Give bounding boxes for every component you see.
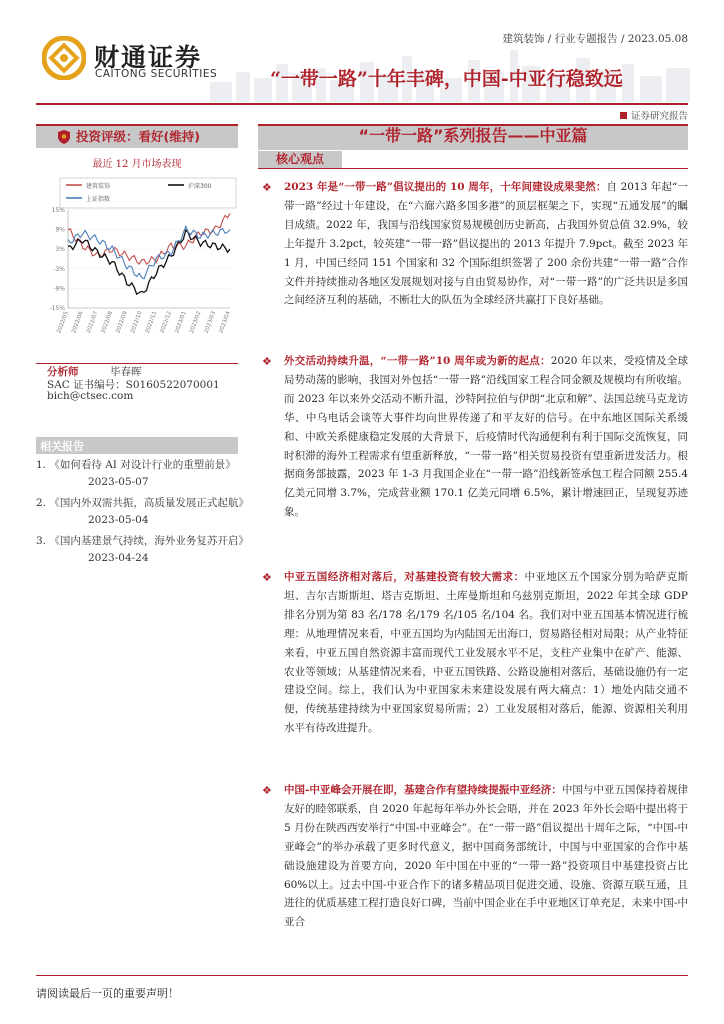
chart-x-tick-label: 2023/03 <box>203 310 218 335</box>
related-reports-title: 相关报告 <box>40 440 84 453</box>
related-report-title: 1. 《如何看待 AI 对设计行业的重塑前景》 <box>36 459 236 471</box>
logo-text-en: CAITONG SECURITIES <box>95 68 218 80</box>
report-type-label: 证券研究报告 <box>620 108 688 122</box>
related-report-date: 2023-05-07 <box>88 476 149 488</box>
chart-x-tick-label: 2022/09 <box>115 310 129 335</box>
chart-x-tick-label: 2022/12 <box>159 310 173 335</box>
diamond-bullet-icon: ❖ <box>262 571 272 584</box>
chart-x-tick-label: 2023/02 <box>188 310 203 335</box>
related-report-date: 2023-04-24 <box>88 552 149 564</box>
chart-legend-label: 沪深300 <box>188 183 212 190</box>
chart-x-tick-label: 2022/11 <box>144 310 159 335</box>
related-report-item[interactable] <box>36 495 249 529</box>
diamond-bullet-icon: ❖ <box>262 181 272 194</box>
analyst-email[interactable]: bich@ctsec.com <box>47 390 134 402</box>
rating-text: 投资评级：看好(维持) <box>76 129 200 144</box>
analyst-name: 毕春晖 <box>110 366 142 378</box>
key-point-heading: 2023 年是“一带一路”倡议提出的 10 周年，十年间建设成果斐然： <box>284 181 607 193</box>
chart-series-line <box>68 213 230 264</box>
sac-certificate: SAC 证书编号：S0160522070001 <box>47 379 220 391</box>
chart-y-tick-label: 15% <box>51 207 65 214</box>
series-title: “一带一路”系列报告——中亚篇 <box>358 126 588 145</box>
chart-x-tick-label: 2022/10 <box>130 310 144 335</box>
chart-legend-label: 建筑装饰 <box>86 183 111 190</box>
related-report-item[interactable] <box>36 457 246 491</box>
chart-x-tick-label: 2022/05 <box>56 310 70 335</box>
rating-box <box>36 124 238 148</box>
chart-y-tick-label: 3% <box>55 246 65 254</box>
core-view-divider <box>258 168 688 169</box>
chart-legend-label: 上证指数 <box>86 196 111 203</box>
market-performance-label: 最近 12 月市场表现 <box>92 159 182 170</box>
market-performance-chart <box>40 176 240 358</box>
key-point-body: 中国与中亚五国保持着规律友好的睦邻联系，自 2020 年起每年举办外长会晤，并在 2023 年外长会晤中提出将于 5 月份在陕西西安举行“中国-中亚峰会”。在“一带一路”倡议提出十周年之际，“中国-中亚峰会”的举办承载了更多时代意义，据中国商务部统计，中国与中亚国家的合作中基础设施建设为首要方向，2020 年中国在中亚的“一带一路”投资项目中基建投资占比 60%以上。过去中国-中亚合作下的诸多精品项目促进交通、设施、资源互联互通，且进往的优质基建工程打造良好口碑，当前中国企业在手中亚地区订单充足，未来中国-中亚合 <box>284 784 688 929</box>
core-view-label: 核心观点 <box>258 151 342 168</box>
key-point-body: 2020 年以来，受疫情及全球局势动荡的影响，我国对外包括“一带一路”沿线国家工程合同金额及规模均有所收缩。而 2023 年以来外交活动不断升温，沙特阿拉伯与伊朗“北京和解”、法国总统马克龙访华、中乌电话会谈等大事件均向世界传递了和平友好的信号。在中东地区国际关系缓和、中欧关系健康稳定发展的大背景下，后疫情时代沟通便利有利于国际交流恢复，同时积滞的海外工程需求有望重新释放，“一带一路”相关贸易投资有望重新迸发活力。根据商务部披露，2023 年 1-3 月我国企业在“一带一路”沿线新签承包工程合同额 255.4 亿美元同增 3.7%，完成营业额 170.1 亿美元同增 6.5%，累计增速回正，呈现复苏迹象。 <box>284 355 688 519</box>
report-meta: 建筑装饰 / 行业专题报告 / 2023.05.08 <box>502 33 688 45</box>
chart-series-line <box>68 226 230 279</box>
key-point-paragraph <box>284 781 688 932</box>
key-point-paragraph <box>284 352 688 522</box>
related-report-date: 2023-05-04 <box>88 514 149 526</box>
report-headline: “一带一路”十年丰碑，中国-中亚行稳致远 <box>270 68 623 90</box>
shield-icon <box>58 130 70 144</box>
footer-divider <box>36 975 688 976</box>
chart-y-tick-label: -15% <box>49 305 65 312</box>
diamond-bullet-icon: ❖ <box>262 355 272 368</box>
header-divider <box>36 103 688 105</box>
key-point-heading: 外交活动持续升温，“一带一路”10 周年或为新的起点： <box>284 355 551 367</box>
analyst-label: 分析师 <box>47 366 79 378</box>
related-report-item[interactable] <box>36 533 249 567</box>
key-point-heading: 中国-中亚峰会开展在即，基建合作有望持续提振中亚经济： <box>284 784 562 796</box>
logo-text-cn: 财通证券 <box>94 43 203 72</box>
key-point-paragraph <box>284 178 688 310</box>
key-point-heading: 中亚五国经济相对落后，对基建投资有较大需求： <box>284 571 525 583</box>
chart-x-tick-label: 2022/07 <box>85 310 100 335</box>
key-point-body: 自 2013 年起“一带一路”经过十年建设，在“六廊六路多国多港”的顶层框架之下，实现“五通发展”的瞩目成绩。2022 年，我国与沿线国家贸易规模创历史新高，占我国外贸总值 32.9%，较上年提升 3.2pct，较英建“一带一路”倡议提出的 2013 年提升 7.9pct。截至 2023 年 1 月，中国已经同 151 个国家和 32 个国际组织签署了 200 余份共建“一带一路”合作文件并持续推动各地区发展规划对接与自由贸易协作，对“一带一路”的广泛共识是多国之间经济互利的基础，不断壮大的队伍为全球经济共赢打下良好基础。 <box>284 181 688 307</box>
chart-x-tick-label: 2023/01 <box>174 310 188 335</box>
chart-y-tick-label: -3% <box>53 265 65 273</box>
footer-disclaimer: 请阅读最后一页的重要声明！ <box>36 987 179 1000</box>
chart-y-tick-label: -9% <box>53 285 65 293</box>
key-point-paragraph <box>284 568 688 738</box>
chart-x-tick-label: 2023/04 <box>218 310 232 335</box>
key-point-body: 中亚地区五个国家分别为哈萨克斯坦、吉尔吉斯斯坦、塔吉克斯坦、土库曼斯坦和乌兹别克斯坦，2022 年其全球 GDP 排名分别为第 83 名/178 名/179 名/105 名/104 名。我们对中亚五国基本情况进行梳理：从地理情况来看，中亚五国均为内陆国无出海口，贸易路径相对局限；从产业特征来看，中亚五国自然资源丰富而现代工业发展水平不足，支柱产业集中在矿产、能源、农业等领域；从基建情况来看，中亚五国铁路、公路设施相对落后，基础设施仍有一定建设空间。综上，我们认为中亚国家未来建设发展有两大痛点：1）地处内陆交通不便，传统基建持续为中亚国家贸易所需；2）工业发展相对落后，能源、资源相关利用水平有待改进提升。 <box>284 571 689 735</box>
related-report-title: 3. 《国内基建景气持续，海外业务复苏开启》 <box>36 535 249 547</box>
chart-x-tick-label: 2022/06 <box>71 310 85 335</box>
related-report-title: 2. 《国内外双需共振，高质量发展正式起航》 <box>36 497 249 509</box>
chart-x-tick-label: 2022/08 <box>100 310 115 335</box>
diamond-bullet-icon: ❖ <box>262 784 272 797</box>
caitong-logo-icon <box>42 36 86 80</box>
chart-y-tick-label: 9% <box>55 226 65 234</box>
